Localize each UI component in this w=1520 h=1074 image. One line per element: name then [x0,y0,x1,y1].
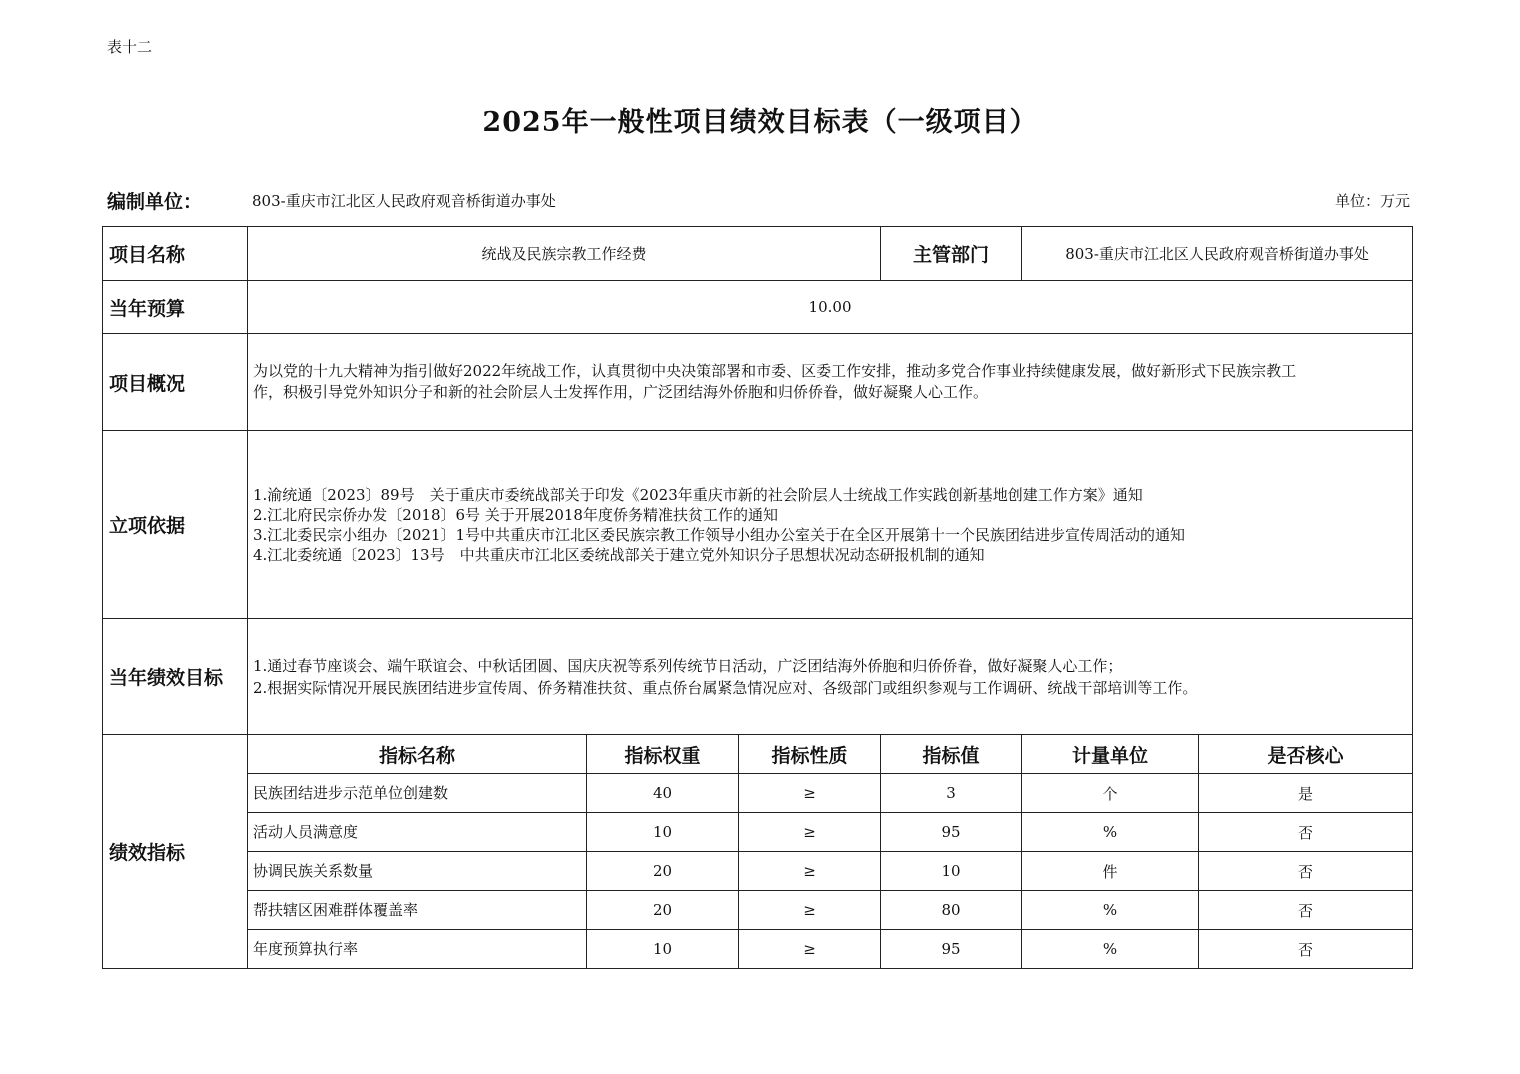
org-label: 编制单位： [107,191,203,213]
indicator-nature: ≥ [739,930,881,969]
indicator-nature: ≥ [739,852,881,891]
col-header: 计量单位 [1022,735,1199,774]
budget-value: 10.00 [248,281,1413,334]
table-number: 表十二 [107,38,153,56]
indicator-nature: ≥ [739,813,881,852]
basis-label: 立项依据 [103,431,248,619]
indicator-core: 否 [1199,930,1413,969]
org-value: 803-重庆市江北区人民政府观音桥街道办事处 [252,192,556,210]
indicator-value: 10 [881,852,1022,891]
indicator-name: 活动人员满意度 [248,813,587,852]
indicator-header-row [103,735,1413,774]
dept-value: 803-重庆市江北区人民政府观音桥街道办事处 [1022,227,1413,281]
indicator-core: 否 [1199,813,1413,852]
indicator-core: 否 [1199,891,1413,930]
row-goal [103,619,1413,735]
basis-line: 4.江北委统通〔2023〕13号 中共重庆市江北区委统战部关于建立党外知识分子思想状况动态研报机制的通知 [253,545,985,564]
indicator-unit: 个 [1022,774,1199,813]
indicator-nature: ≥ [739,774,881,813]
indicator-unit: % [1022,891,1199,930]
indicator-unit: 件 [1022,852,1199,891]
indicator-weight: 10 [587,813,739,852]
overview-line: 作，积极引导党外知识分子和新的社会阶层人士发挥作用，广泛团结海外侨胞和归侨侨眷，做好凝聚人心工作。 [253,383,989,401]
indicator-value: 95 [881,930,1022,969]
page-title: 2025年一般性项目绩效目标表（一级项目） [482,107,1038,138]
indicator-weight: 20 [587,891,739,930]
goal-label: 当年绩效目标 [103,619,248,735]
col-header: 指标值 [881,735,1022,774]
basis-line: 1.渝统通〔2023〕89号 关于重庆市委统战部关于印发《2023年重庆市新的社会阶层人士统战工作实践创新基地创建工作方案》通知 [253,485,1143,504]
project-name-label: 项目名称 [103,227,248,281]
col-header: 是否核心 [1199,735,1413,774]
budget-label: 当年预算 [103,281,248,334]
table-row [103,852,1413,891]
row-budget [103,281,1413,334]
basis-line: 2.江北府民宗侨办发〔2018〕6号 关于开展2018年度侨务精准扶贫工作的通知 [253,505,778,524]
indicator-weight: 40 [587,774,739,813]
indicator-value: 3 [881,774,1022,813]
indicator-value: 95 [881,813,1022,852]
col-header: 指标权重 [587,735,739,774]
indicator-name: 年度预算执行率 [248,930,587,969]
table-row [103,813,1413,852]
indicator-core: 否 [1199,852,1413,891]
goal-line: 2.根据实际情况开展民族团结进步宣传周、侨务精准扶贫、重点侨台属紧急情况应对、各级部门或组织参观与工作调研、统战干部培训等工作。 [253,678,1198,697]
indicators-label: 绩效指标 [103,735,248,969]
overview-text [248,334,1413,431]
unit-note: 单位：万元 [1334,192,1410,210]
goal-text [248,619,1413,735]
indicator-core: 是 [1199,774,1413,813]
indicator-name: 协调民族关系数量 [248,852,587,891]
table-row [103,774,1413,813]
col-header: 指标名称 [248,735,587,774]
indicator-value: 80 [881,891,1022,930]
table-row [103,891,1413,930]
indicator-unit: % [1022,930,1199,969]
indicator-name: 民族团结进步示范单位创建数 [248,774,587,813]
project-name-value: 统战及民族宗教工作经费 [248,227,881,281]
indicator-weight: 10 [587,930,739,969]
row-project-name [103,227,1413,281]
row-basis [103,431,1413,619]
goal-line: 1.通过春节座谈会、端午联谊会、中秋话团圆、国庆庆祝等系列传统节日活动，广泛团结海外侨胞和归侨侨眷，做好凝聚人心工作； [253,656,1123,675]
row-overview [103,334,1413,431]
indicator-unit: % [1022,813,1199,852]
overview-label: 项目概况 [103,334,248,431]
table-row [103,930,1413,969]
indicator-weight: 20 [587,852,739,891]
indicator-name: 帮扶辖区困难群体覆盖率 [248,891,587,930]
indicator-nature: ≥ [739,891,881,930]
basis-text [248,431,1413,619]
col-header: 指标性质 [739,735,881,774]
dept-label: 主管部门 [881,227,1022,281]
basis-line: 3.江北委民宗小组办〔2021〕1号中共重庆市江北区委民族宗教工作领导小组办公室关于在全区开展第十一个民族团结进步宣传周活动的通知 [253,525,1186,544]
performance-table [102,226,1413,969]
overview-line: 为以党的十九大精神为指引做好2022年统战工作，认真贯彻中央决策部署和市委、区委工作安排，推动多党合作事业持续健康发展，做好新形式下民族宗教工 [253,362,1297,380]
